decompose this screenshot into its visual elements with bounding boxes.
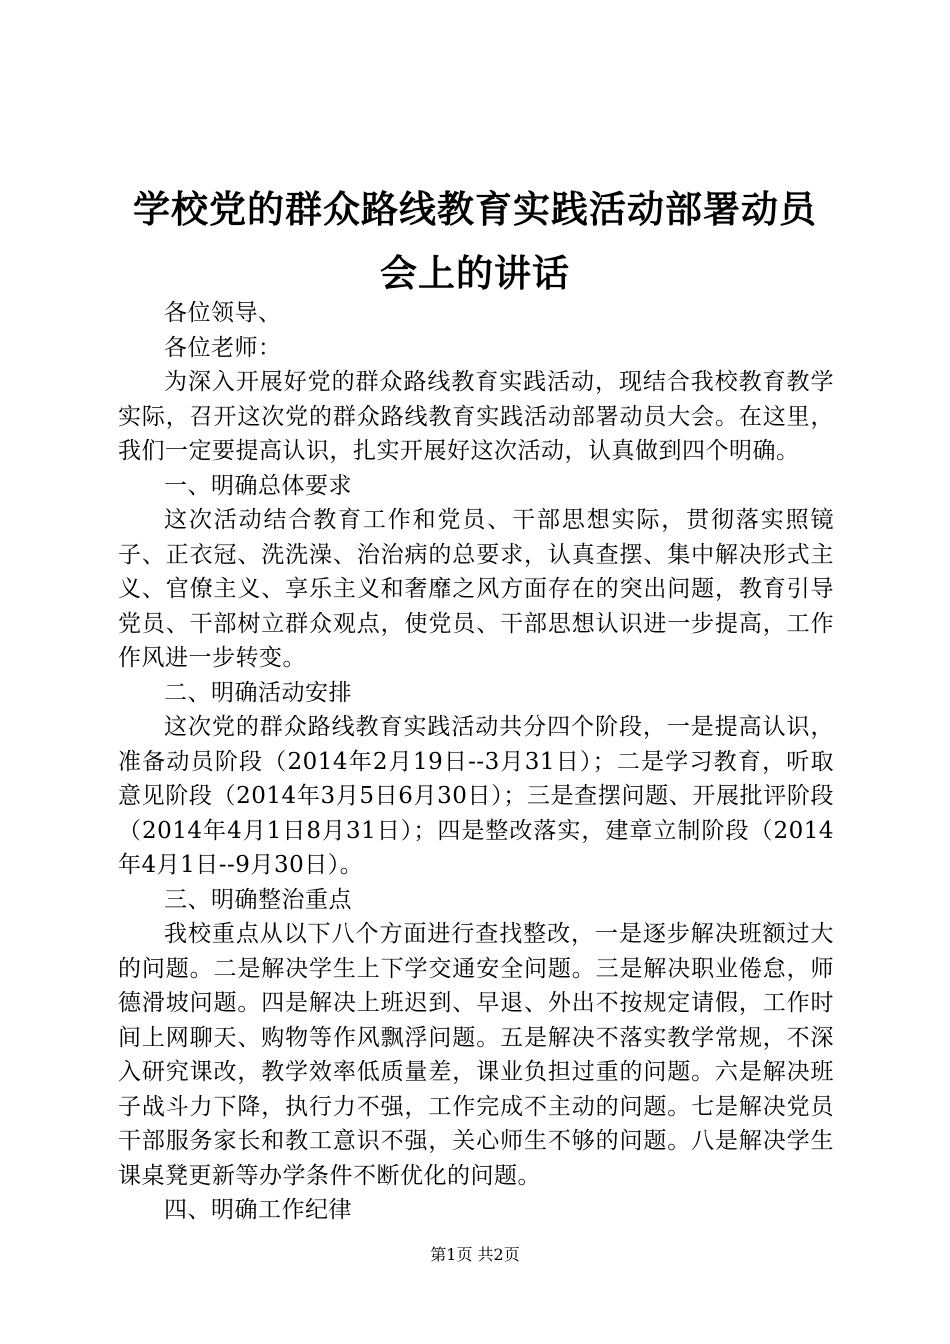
section-2-paragraph: 这次党的群众路线教育实践活动共分四个阶段，一是提高认识，准备动员阶段（2014年2月19日--3月31日）；二是学习教育，听取意见阶段（2014年3月5日6月30日）；三是查摆问题、开展批评阶段（2014年4月1日8月31日）；四是整改落实，建章立制阶段（2014年4月1日--9月30日）。 xyxy=(118,714,834,878)
page-number: 第1页 共2页 xyxy=(430,1245,520,1264)
section-1-paragraph: 这次活动结合教育工作和党员、干部思想实际，贯彻落实照镜子、正衣冠、洗洗澡、治治病的总要求，认真查摆、集中解决形式主义、官僚主义、享乐主义和奢靡之风方面存在的突出问题，教育引导党员、干部树立群众观点，使党员、干部思想认识进一步提高，工作作风进一步转变。 xyxy=(118,507,834,671)
section-3-paragraph: 我校重点从以下八个方面进行查找整改，一是逐步解决班额过大的问题。二是解决学生上下学交通安全问题。三是解决职业倦怠，师德滑坡问题。四是解决上班迟到、早退、外出不按规定请假，工作时间上网聊天、购物等作风飘浮问题。五是解决不落实教学常规，不深入研究课改，教学效率低质量差，课业负担过重的问题。六是解决班子战斗力下降，执行力不强，工作完成不主动的问题。七是解决党员干部服务家长和教工意识不强，关心师生不够的问题。八是解决学生课桌凳更新等办学条件不断优化的问题。 xyxy=(118,921,834,1189)
document-body xyxy=(118,296,834,1228)
section-heading-4: 四、明确工作纪律 xyxy=(164,1197,352,1223)
salutation-teachers: 各位老师： xyxy=(164,334,282,361)
intro-paragraph: 为深入开展好党的群众路线教育实践活动，现结合我校教育教学实际，召开这次党的群众路线教育实践活动部署动员大会。在这里，我们一定要提高认识，扎实开展好这次活动，认真做到四个明确。 xyxy=(118,369,834,464)
section-heading-3: 三、明确整治重点 xyxy=(164,886,352,913)
section-heading-2: 二、明确活动安排 xyxy=(164,679,352,706)
salutation-leaders: 各位领导、 xyxy=(164,300,282,326)
section-heading-1: 一、明确总体要求 xyxy=(164,472,352,499)
document-title: 学校党的群众路线教育实践活动部署动员会上的讲话 xyxy=(133,188,817,295)
